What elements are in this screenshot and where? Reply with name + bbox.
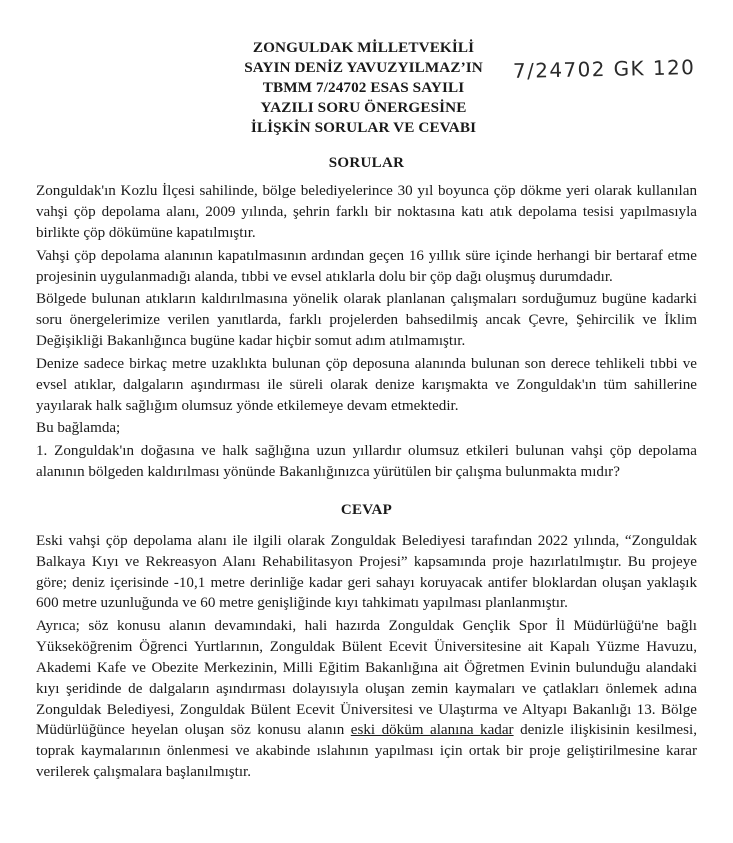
question-paragraph-4: Denize sadece birkaç metre uzaklıkta bulunan çöp deposuna alanında bulunan son derece tehlikeli tıbbi ve evsel atıklar, dalgaların aşındırması ile süreli olarak denize karışmakta ve Zonguldak'ın tüm sahillerine yayılarak halk sağlığım olumsuz yönde etkilemeye devam etmektedir. [36,355,697,414]
questions-heading: SORULAR [328,155,405,172]
header-line-4: YAZILI SORU ÖNERGESİNE [260,99,467,117]
question-paragraph-1: Zonguldak'ın Kozlu İlçesi sahilinde, bölge belediyelerince 30 yıl boyunca çöp dökme yeri olarak kullanılan vahşi çöp depolama alanı, 2009 yılında, şehrin farklı bir noktasına katı atık depolama tesisi yapılmasıyla birlikte çöp dökümüne kapatılmıştır. [36,183,697,241]
header-line-5: İLİŞKİN SORULAR VE CEVABI [250,119,477,137]
answer-paragraph-2-underlined-text: eski döküm alanına kadar [350,722,514,739]
header-line-3: TBMM 7/24702 ESAS SAYILI [262,79,465,97]
handwritten-reference-note: 7/24702 GK 120 [512,55,696,83]
document-header [30,38,697,138]
question-paragraph-5: Bu bağlamda; [36,420,121,437]
answer-paragraph-2-text-end: denizle ilişkisinin kesilmesi, toprak kaymalarının önlenmesi ve akabinde ıslahının yapılması için ortak bir proje geliştirilmesine karar verilerek çalışmalara başlanılmıştır. [36,722,697,781]
question-paragraph-3: Bölgede bulunan atıkların kaldırılmasına yönelik olarak planlanan çalışmaları sorduğumuz bugüne kadarki soru önergelerimize verilen yanıtlarda, farklı projelerden bahsedilmiş ancak Çevre, Şehircilik ve İklim Değişikliği Bakanlığınca bugüne kadar hiçbir somut adım atılmamıştır. [36,291,697,350]
answer-paragraph-2 [36,616,697,783]
answer-paragraph-2-text-start: Ayrıca; söz konusu alanın devamındaki, hali hazırda Zonguldak Gençlik Spor İl Müdürlüğü'ne bağlı Yükseköğrenim Öğrenci Yurtlarının, Zonguldak Bülent Ecevit Üniversitesine ait Kapalı Yüzme Havuzu, Akademi Kafe ve Obezite Merkezinin, Milli Eğitim Bakanlığına ait Öğretmen Evinin bulunduğu alandaki kıyı şeridinde de dalgaların aşındırması dolayısıyla oluşan zemin kaymaları ve çatlakları önlemek adına Zonguldak Belediyesi, Zonguldak Bülent Ecevit Üniversitesi ve Ulaştırma ve Altyapı Bakanlığı 13. Bölge Müdürlüğünce heyelan oluşan söz konusu alanın [36,618,697,739]
header-line-1: ZONGULDAK MİLLETVEKİLİ [252,39,475,56]
question-paragraph-6: 1. Zonguldak'ın doğasına ve halk sağlığına uzun yıllardır olumsuz etkileri bulunan vahşi çöp depolama alanının bölgeden kaldırılması yönünde Bakanlığınızca yürütülen bir çalışma bulunmakta mıdır? [36,443,697,481]
answer-paragraph-1: Eski vahşi çöp depolama alanı ile ilgili olarak Zonguldak Belediyesi tarafından 2022 yılında, “Zonguldak Balkaya Kıyı ve Rekreasyon Alanı Rehabilitasyon Projesi” kapsamında proje hazırlatılmıştır. Bu projeye göre; deniz içerisinde -10,1 metre derinliğe kadar geri sahayı koruyacak antifer bloklardan oluşan yaklaşık 600 metre uzunluğunda ve 60 metre genişliğinde kıyı tahkimatı yapılması planlanmıştır. [36,532,697,612]
answer-heading: CEVAP [340,501,393,518]
header-line-2: SAYIN DENİZ YAVUZYILMAZ’IN [244,59,483,77]
question-paragraph-2: Vahşi çöp depolama alanının kapatılmasının ardından geçen 16 yıllık süre içinde herhangi bir bertaraf etme projesinin uygulanmadığı alanda, tıbbi ve evsel atıklarla dolu bir çöp dağı oluşmuş durumdadır. [36,247,697,285]
